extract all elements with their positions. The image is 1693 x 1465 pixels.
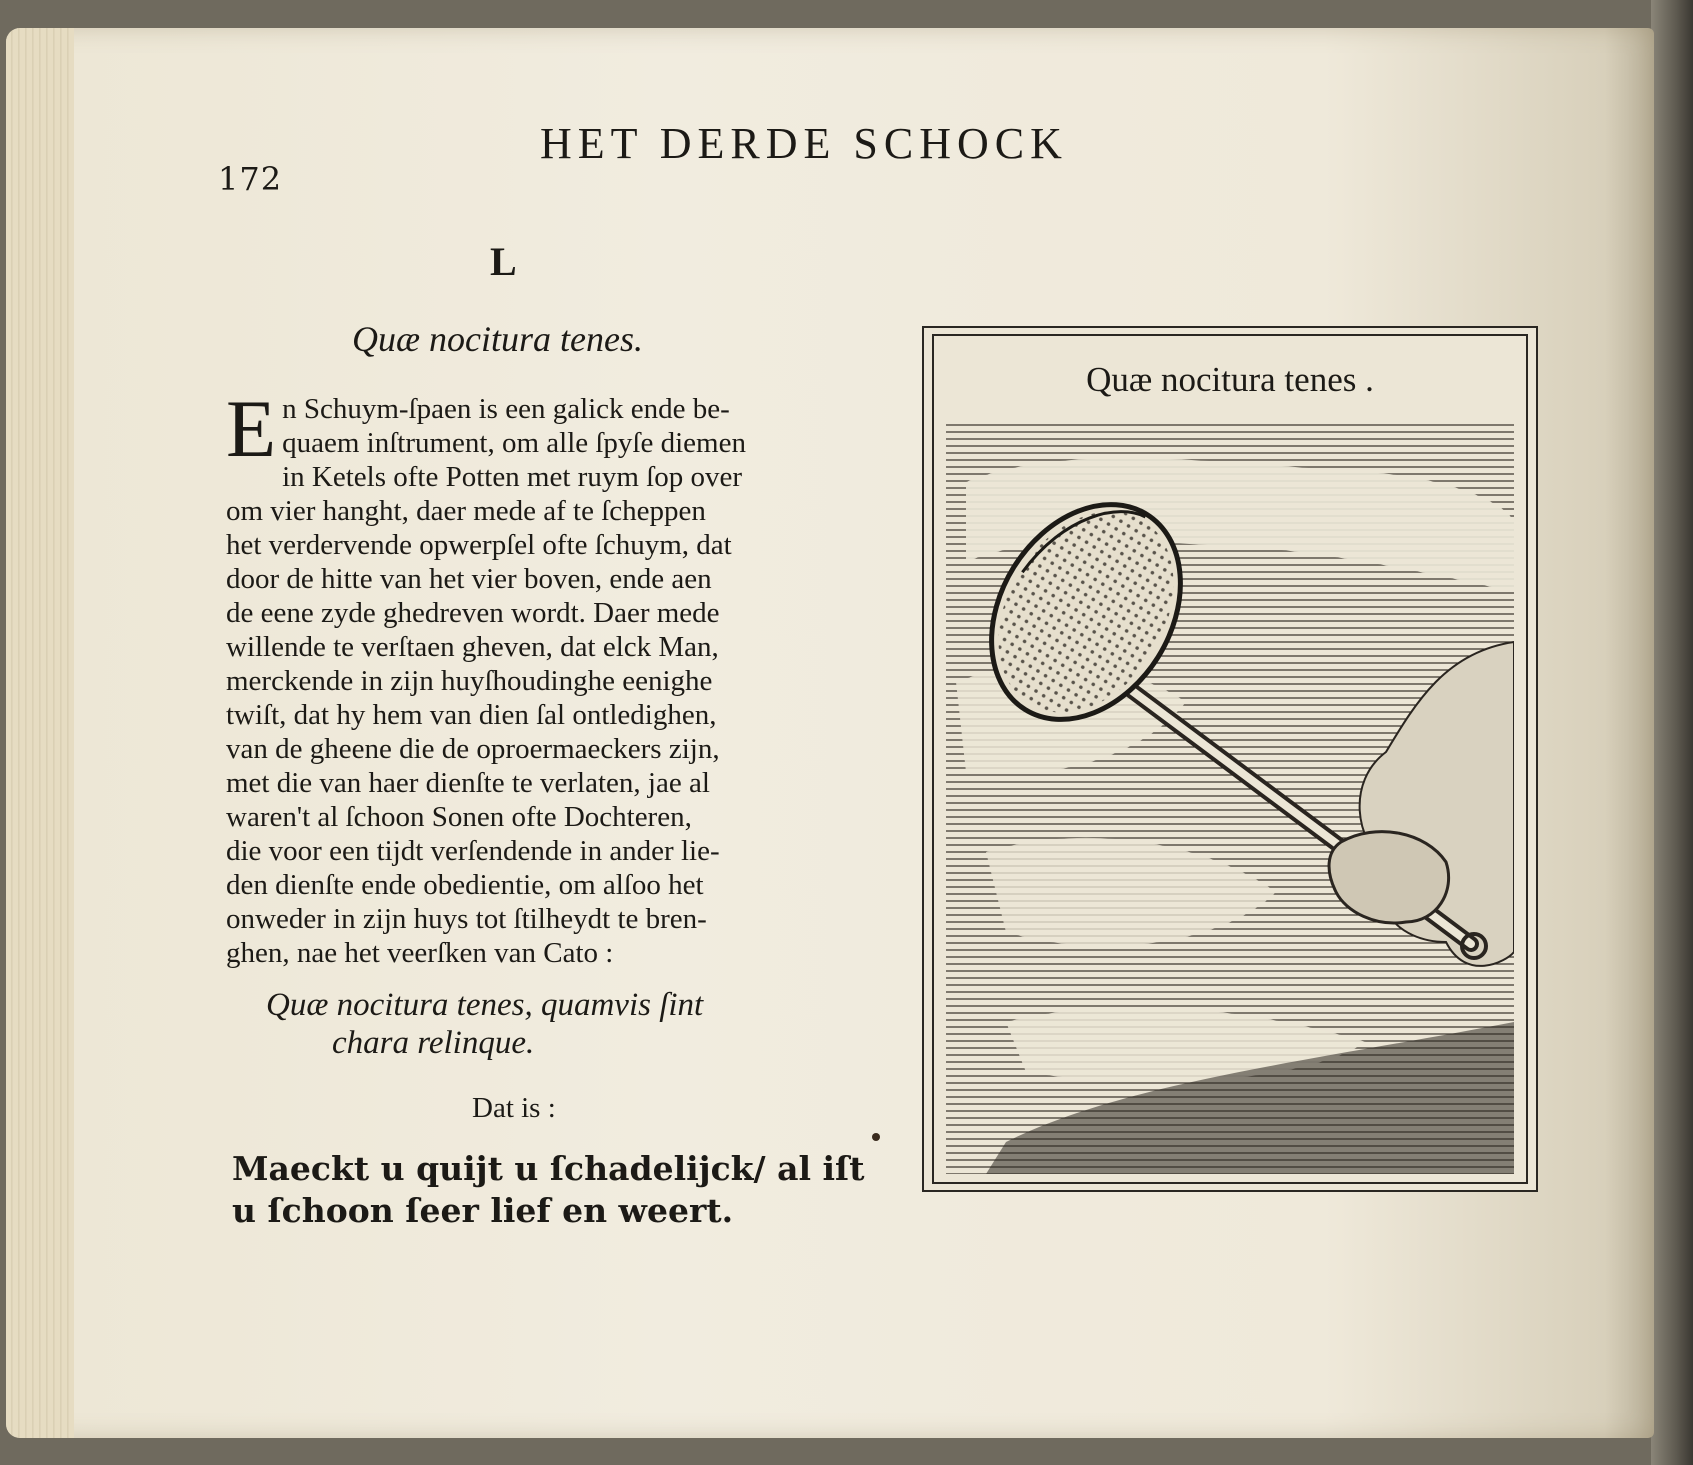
cato-quote [266, 986, 826, 1062]
translation-line-2: u ſchoon ſeer lief en weert. [232, 1191, 734, 1230]
body-text [226, 383, 814, 970]
page-edges [6, 28, 74, 1438]
dat-is-label: Dat is : [472, 1092, 556, 1124]
body-line: die voor een tijdt verſendende in ander lie- [226, 835, 720, 867]
body-line: den dienſte ende obedientie, om alſoo het [226, 869, 704, 901]
body-line: ghen, nae het veerſken van Cato : [226, 937, 614, 969]
translation-line-1: Maeckt u quijt u ſchadelijck/ al iſt [232, 1149, 865, 1188]
dutch-translation [232, 1148, 865, 1232]
body-line: willende te verſtaen gheven, dat elck Man, [226, 631, 719, 663]
plate-caption: Quæ nocitura tenes . [1086, 360, 1374, 399]
body-line: merckende in zijn huyſhoudinghe eenighe [226, 665, 713, 697]
running-head: HET DERDE SCHOCK [540, 119, 1068, 168]
body-line: waren't al ſchoon Sonen ofte Dochteren, [226, 801, 692, 833]
emblem-plate [922, 326, 1538, 1192]
emblem-engraving [946, 422, 1514, 1174]
body-line: om vier hanght, daer mede af te ſcheppen [226, 495, 706, 527]
body-line: het verdervende opwerpſel ofte ſchuym, dat [226, 529, 732, 561]
body-line: n Schuym-ſpaen is een galick ende be- [282, 393, 730, 425]
section-numeral: L [490, 239, 517, 284]
body-line: in Ketels ofte Potten met ruym ſop over [282, 461, 742, 493]
body-line: door de hitte van het vier boven, ende aen [226, 563, 712, 595]
motto: Quæ nocitura tenes. [352, 319, 643, 359]
body-line: twiſt, dat hy hem van dien ſal ontledighen, [226, 699, 717, 731]
quote-line-2: chara relinque. [332, 1025, 535, 1061]
binding-edge [1651, 0, 1693, 1465]
body-line: onweder in zijn huys tot ſtilheydt te bren- [226, 903, 707, 935]
quote-line-1: Quæ nocitura tenes, quamvis ſint [266, 987, 704, 1023]
body-line: met die van haer dienſte te verlaten, jae al [226, 767, 710, 799]
body-line: quaem inſtrument, om alle ſpyſe diemen [282, 427, 746, 459]
body-line: van de gheene die de oproermaeckers zijn, [226, 733, 720, 765]
body-line: de eene zyde ghedreven wordt. Daer mede [226, 597, 720, 629]
dropcap: E [226, 383, 277, 474]
ink-spot [872, 1133, 880, 1141]
plate-frame [932, 334, 1528, 1184]
page-number: 172 [218, 160, 283, 198]
